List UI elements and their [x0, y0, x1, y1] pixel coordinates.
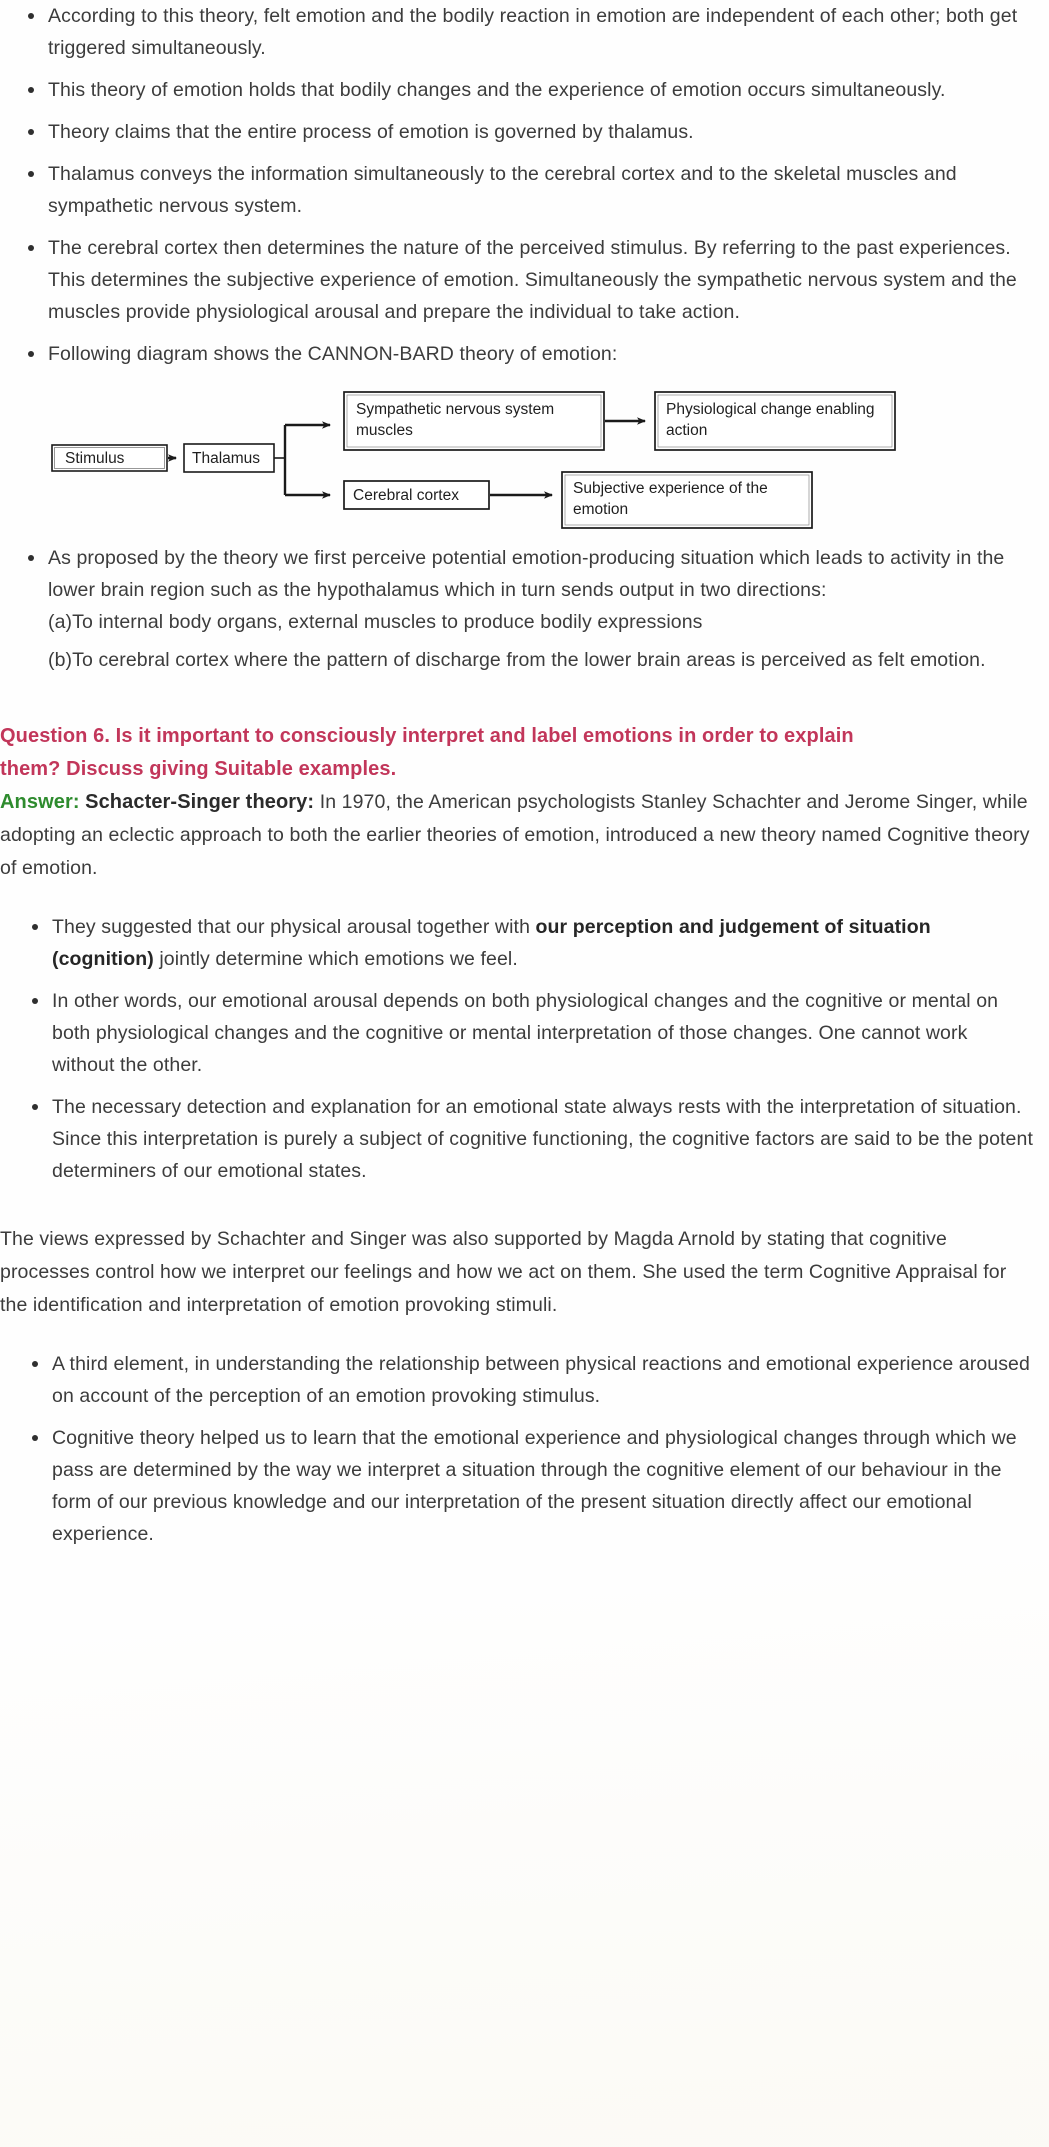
diagram-node-stimulus [52, 445, 167, 471]
question-line-2: them? Discuss giving Suitable examples. [0, 758, 397, 780]
diagram-node-sympathetic-line2: muscles [356, 422, 413, 439]
list-item [0, 1348, 1035, 1412]
bullet-text: As proposed by the theory we first perceive potential emotion-producing situation which leads to activity in the lower brain region such as the hypothalamus which in turn sends output in two directions: [48, 547, 1005, 601]
diagram-node-thalamus [184, 444, 274, 472]
bullet-text: A third element, in understanding the relationship between physical reactions and emotional experience aroused on account of the perception of an emotion provoking stimulus. [52, 1353, 1030, 1407]
diagram-node-stimulus-label: Stimulus [65, 450, 125, 467]
spacer [0, 686, 1035, 720]
spacer [0, 1322, 1035, 1348]
answer-bold-lead: Schacter-Singer theory: [85, 791, 315, 813]
diagram-node-physiological [655, 392, 895, 450]
answer-body-text: In 1970, the American psychologists Stanley Schachter and Jerome Singer, while adopting an eclectic approach to both the earlier theories of emotion, introduced a new theory named Cognitive theory of emotion. [0, 791, 1030, 879]
diagram-node-subjective-line2: emotion [573, 501, 629, 518]
diagram-node-thalamus-label: Thalamus [192, 450, 261, 467]
question-heading [0, 720, 1035, 786]
bullet-text: Cognitive theory helped us to learn that the emotional experience and physiological changes through which we pass are determined by the way we interpret a situation through the cognitive element of our behaviour in the form of our previous knowledge and our interpretation of the present situation directly affect our emotional experience. [52, 1427, 1017, 1545]
question-line-1: Question 6. Is it important to consciously interpret and label emotions in order to explain [0, 725, 854, 747]
bullet-text-pre: The necessary detection and explanation for an emotional state always rests with the interpretation of situation. Since this interpretation is purely a subject of cognitive functioning, the cognitive factors are said to be the potent determiners of our emotional states. [52, 1096, 1033, 1182]
list-item [0, 338, 1035, 370]
sub-item-b: (b)To cerebral cortex where the pattern of discharge from the lower brain areas is perceived as felt emotion. [48, 649, 986, 671]
diagram-node-subjective-line1: Subjective experience of the [573, 480, 768, 497]
bullet-text: Following diagram shows the CANNON-BARD theory of emotion: [48, 343, 618, 365]
diagram-node-sympathetic-line1: Sympathetic nervous system [356, 401, 555, 418]
list-item [0, 985, 1035, 1081]
diagram-node-subjective [562, 472, 812, 528]
list-item [0, 1422, 1035, 1550]
bullet-text: Thalamus conveys the information simultaneously to the cerebral cortex and to the skeletal muscles and sympathetic nervous system. [48, 163, 957, 217]
list-item [0, 158, 1035, 222]
paragraph-arnold: The views expressed by Schachter and Singer was also supported by Magda Arnold by stating that cognitive processes control how we interpret our feelings and how we act on them. She used the term Cognitive Appraisal for the identification and interpretation of emotion provoking stimuli. [0, 1228, 1007, 1316]
list-item [0, 0, 1035, 64]
bullet-text: This theory of emotion holds that bodily changes and the experience of emotion occurs simultaneously. [48, 79, 946, 101]
answer-label: Answer: [0, 791, 80, 813]
cannon-bard-flow-diagram [0, 380, 1049, 540]
bullet-text: Theory claims that the entire process of emotion is governed by thalamus. [48, 121, 694, 143]
list-item [0, 1091, 1035, 1187]
diagram-node-physiological-line2: action [666, 422, 708, 439]
spacer [0, 1197, 1035, 1223]
list-item [0, 542, 1035, 676]
diagram-node-sympathetic [344, 392, 604, 450]
list-item [0, 74, 1035, 106]
bullet-text-post: jointly determine which emotions we feel. [153, 948, 518, 970]
list-item [0, 116, 1035, 148]
sub-item-a: (a)To internal body organs, external muscles to produce bodily expressions [48, 611, 703, 633]
answer-paragraph [0, 786, 1035, 885]
spacer [0, 885, 1035, 911]
list-item [0, 911, 1035, 975]
bullet-list-top [0, 0, 1035, 370]
diagram-node-cerebral-cortex [344, 481, 489, 509]
bullet-text: According to this theory, felt emotion and the bodily reaction in emotion are independent of each other; both get triggered simultaneously. [48, 5, 1018, 59]
bullet-text-bold: our perception and judgement of situation (cognition) [52, 916, 931, 970]
bullet-text-pre: In other words, our emotional arousal depends on both physiological changes and the cognitive or mental on both physiological changes and the cognitive or mental interpretation of those changes. One cannot work without the other. [52, 990, 999, 1076]
bullet-list-bottom [0, 1348, 1035, 1550]
list-item [0, 232, 1035, 328]
bullet-text: The cerebral cortex then determines the nature of the perceived stimulus. By referring to the past experiences. This determines the subjective experience of emotion. Simultaneously the sympathetic nervous system and the muscles provide physiological arousal and prepare the individual to take action. [48, 237, 1017, 323]
bullet-list-middle [0, 911, 1035, 1187]
diagram-node-physiological-line1: Physiological change enabling [666, 401, 875, 418]
bullet-text-pre: They suggested that our physical arousal together with [52, 916, 536, 938]
diagram-node-cerebral-cortex-label: Cerebral cortex [353, 487, 459, 504]
bullet-list-after-diagram [0, 542, 1035, 676]
